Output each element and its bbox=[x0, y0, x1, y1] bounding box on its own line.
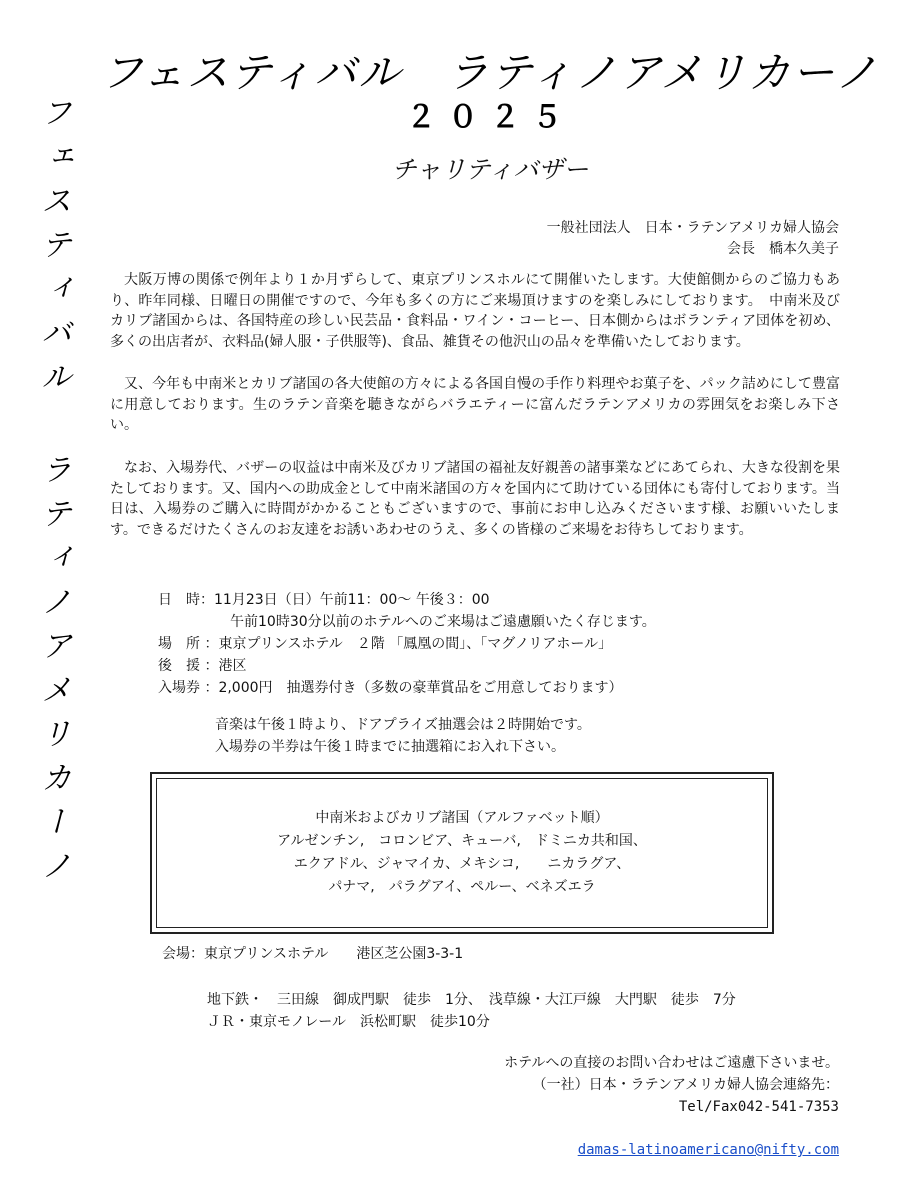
subway-access: 地下鉄・ 三田線 御成門駅 徒歩 1分、 浅草線・大江戸線 大門駅 徒歩 7分 bbox=[207, 992, 736, 1008]
event-datetime: 日 時：11月23日（日）午前11：00～ 午後３：00 bbox=[158, 592, 490, 608]
countries-line-2: エクアドル、ジャマイカ、メキシコ, ニカラグア、 bbox=[293, 856, 631, 872]
vertical-title: フェスティバル ラティノアメリカーノ bbox=[35, 96, 71, 893]
countries-line-1: アルゼンチン, コロンビア、キューバ, ドミニカ共和国、 bbox=[277, 833, 647, 849]
ticket-stub-info: 入場券の半券は午後１時までに抽選箱にお入れ下さい。 bbox=[215, 739, 565, 755]
contact-email-link[interactable]: damas-latinoamericano@nifty.com bbox=[577, 1142, 839, 1158]
music-info: 音楽は午後１時より、ドアプライズ抽選会は２時開始です。 bbox=[215, 717, 591, 733]
intro-paragraph-3: なお、入場券代、バザーの収益は中南米及びカリブ諸国の福祉友好親善の諸事業などにあてられ、大きな役割を果たしております。又、国内への助成金として中南米諸国の方々を国内にて助けている団体にも寄付しております。当日は、入場券のご購入に時間がかかることもございますので、事前にお申し込みくださいます様、お願いいたします。できるだけたくさんのお友達をお誘いあわせのうえ、多くの皆様のご来場をお待ちしております。 bbox=[110, 460, 840, 538]
organizer-president: 会長 橋本久美子 bbox=[727, 241, 839, 257]
intro-paragraph-1: 大阪万博の関係で例年より１か月ずらして、東京プリンスホルにて開催いたします。大使館側からのご協力もあり、昨年同様、日曜日の開催ですので、今年も多くの方にご来場頂けますのを楽しみにしております。 中南米及びカリブ諸国からは、各国特産の珍しい民芸品・食料品・ワイン・コーヒー、日本側からはボランティア団体を初め、多くの出店者が、衣料品(婦人服・子供服等)、食品、雑貨その他沢山の品々を準備いたしております。 bbox=[110, 272, 840, 350]
contact-org: （一社）日本・ラテンアメリカ婦人協会連絡先： bbox=[532, 1077, 839, 1093]
ticket-info: 入場券 ：2,000円 抽選券付き（多数の豪華賞品をご用意しております） bbox=[158, 680, 623, 696]
intro-paragraph-2: 又、今年も中南米とカリブ諸国の各大使館の方々による各国自慢の手作り料理やお菓子を、パック詰めにして豊富に用意しております。生のラテン音楽を聴きながらバラエティーに富んだラテンアメリカの雰囲気をお楽しみ下さい。 bbox=[110, 376, 840, 433]
arrival-note: 午前10時30分以前のホテルへのご来場はご遠慮願いたく存じます。 bbox=[230, 614, 656, 630]
contact-tel: Tel/Fax042-541-7353 bbox=[678, 1099, 839, 1115]
countries-heading: 中南米およびカリブ諸国（アルファベット順） bbox=[315, 810, 609, 826]
organizer-name: 一般社団法人 日本・ラテンアメリカ婦人協会 bbox=[546, 220, 839, 236]
countries-box-inner bbox=[156, 778, 768, 928]
event-support: 後 援 ：港区 bbox=[158, 658, 247, 674]
page-title: フェスティバル ラティノアメリカーノ bbox=[100, 48, 880, 97]
countries-box bbox=[150, 772, 774, 934]
jr-access: ＪＲ・東京モノレール 浜松町駅 徒歩10分 bbox=[207, 1014, 490, 1030]
countries-line-3: パナマ, パラグアイ、ペルー、ベネズエラ bbox=[328, 879, 596, 895]
venue-address: 会場：東京プリンスホテル 港区芝公園3-3-1 bbox=[162, 946, 464, 962]
event-year: ２０２５ bbox=[406, 101, 574, 134]
contact-notice: ホテルへの直接のお問い合わせはご遠慮下さいませ。 bbox=[504, 1055, 839, 1071]
page-subtitle: チャリティバザー bbox=[391, 155, 589, 184]
contact-email-wrap bbox=[561, 1120, 839, 1160]
event-place: 場 所 ：東京プリンスホテル ２階 「鳳凰の間」、「マグノリアホール」 bbox=[158, 636, 613, 652]
